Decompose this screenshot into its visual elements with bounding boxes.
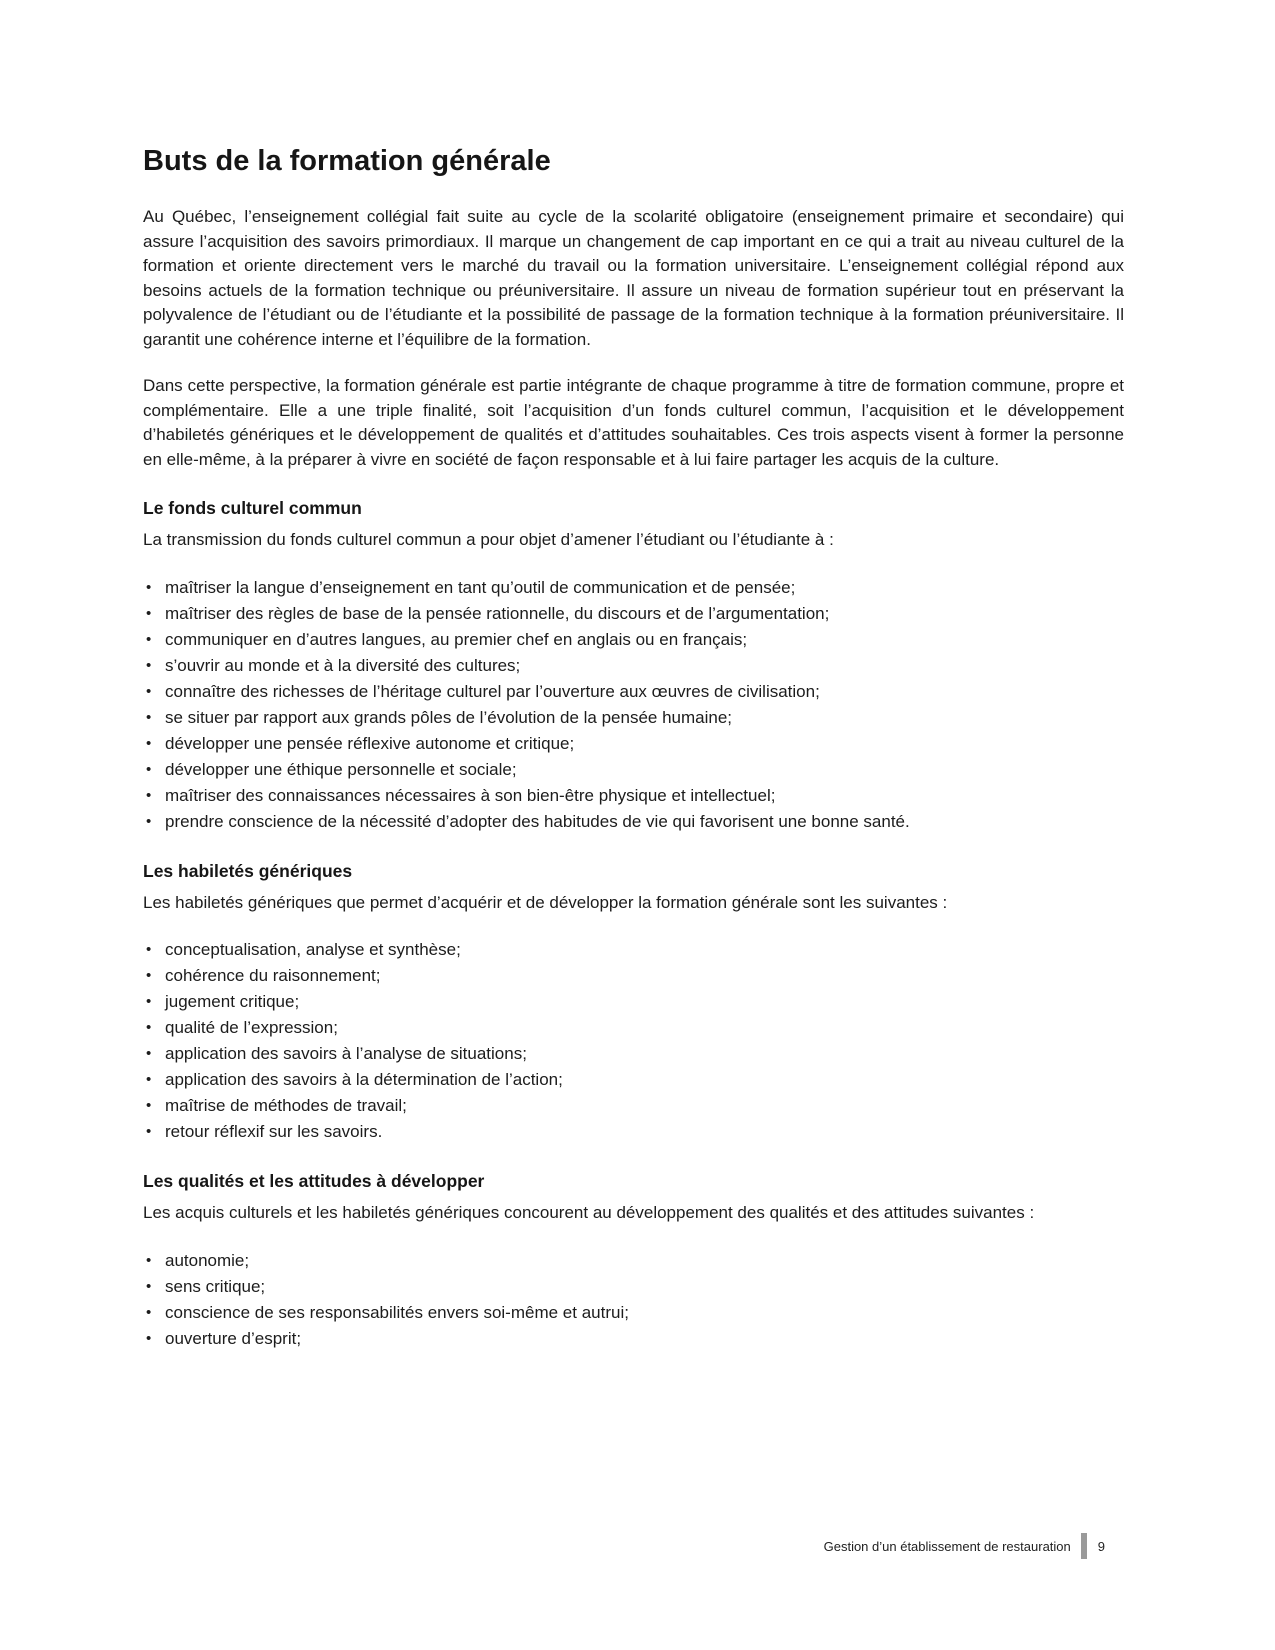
bullet-icon: • bbox=[146, 967, 152, 984]
list-item-text: autonomie; bbox=[165, 1250, 250, 1270]
list-item bbox=[143, 575, 1124, 601]
list-item-text: se situer par rapport aux grands pôles de l’évolution de la pensée humaine; bbox=[165, 707, 733, 727]
bullet-icon: • bbox=[146, 734, 152, 752]
page-number: 9 bbox=[1097, 1538, 1105, 1554]
bullet-icon: • bbox=[146, 630, 152, 648]
bullet-list bbox=[143, 575, 1124, 835]
list-item-text: conscience de ses responsabilités envers soi-même et autrui; bbox=[165, 1302, 629, 1322]
list-item bbox=[143, 809, 1124, 835]
list-item-text: s’ouvrir au monde et à la diversité des cultures; bbox=[165, 655, 521, 675]
list-item-text: cohérence du raisonnement; bbox=[165, 966, 381, 985]
section-fonds-culturel bbox=[143, 498, 1124, 835]
list-item bbox=[143, 783, 1124, 809]
list-item bbox=[143, 653, 1124, 679]
list-item bbox=[143, 989, 1124, 1015]
section-lead: Les habiletés génériques que permet d’acquérir et de développer la formation générale sont les suivantes : bbox=[143, 892, 948, 912]
section-habiletes-generiques bbox=[143, 861, 1124, 1146]
list-item bbox=[143, 601, 1124, 627]
list-item-text: ouverture d’esprit; bbox=[165, 1328, 302, 1348]
list-item-text: qualité de l’expression; bbox=[165, 1018, 338, 1037]
section-qualites-attitudes bbox=[143, 1171, 1124, 1352]
list-item-text: maîtrise de méthodes de travail; bbox=[165, 1096, 407, 1115]
list-item-text: prendre conscience de la nécessité d’adopter des habitudes de vie qui favorisent une bonne santé. bbox=[165, 811, 910, 831]
bullet-icon: • bbox=[146, 1071, 152, 1088]
bullet-list bbox=[143, 1248, 1124, 1352]
list-item-text: application des savoirs à la détermination de l’action; bbox=[165, 1070, 563, 1089]
bullet-icon: • bbox=[146, 1097, 152, 1114]
list-item-text: retour réflexif sur les savoirs. bbox=[165, 1122, 383, 1141]
bullet-icon: • bbox=[146, 578, 152, 596]
bullet-icon: • bbox=[146, 604, 152, 622]
bullet-icon: • bbox=[146, 1303, 152, 1321]
list-item-text: développer une pensée réflexive autonome et critique; bbox=[165, 733, 575, 753]
bullet-icon: • bbox=[146, 1277, 152, 1295]
intro-paragraph-2: Dans cette perspective, la formation générale est partie intégrante de chaque programme à titre de formation commune, propre et complémentaire. Elle a une triple finalité, soit l’acquisition d’un fonds culturel commun, l’acquisition et le développement d’habiletés génériques et le développement de qualités et d’attitudes souhaitables. Ces trois aspects visent à former la personne en elle-même, à la préparer à vivre en société de façon responsable et à lui faire partager les acquis de la culture. bbox=[143, 376, 1124, 469]
list-item bbox=[143, 627, 1124, 653]
bullet-icon: • bbox=[146, 1019, 152, 1036]
footer-doc-title: Gestion d’un établissement de restauration bbox=[823, 1538, 1071, 1554]
list-item bbox=[143, 1326, 1124, 1352]
section-heading: Les qualités et les attitudes à développer bbox=[143, 1171, 485, 1191]
list-item bbox=[143, 705, 1124, 731]
bullet-list bbox=[143, 937, 1124, 1145]
section-lead: Les acquis culturels et les habiletés génériques concourent au développement des qualités et des attitudes suivantes : bbox=[143, 1203, 1035, 1222]
bullet-icon: • bbox=[146, 682, 152, 700]
document-title: Buts de la formation générale bbox=[143, 145, 551, 177]
section-heading: Les habiletés génériques bbox=[143, 860, 353, 881]
list-item bbox=[143, 1300, 1124, 1326]
bullet-icon: • bbox=[146, 708, 152, 726]
list-item bbox=[143, 1119, 1124, 1145]
list-item-text: communiquer en d’autres langues, au premier chef en anglais ou en français; bbox=[165, 629, 748, 649]
page-footer bbox=[143, 1533, 1105, 1559]
section-heading: Le fonds culturel commun bbox=[143, 498, 362, 518]
list-item bbox=[143, 731, 1124, 757]
section-lead: La transmission du fonds culturel commun a pour objet d’amener l’étudiant ou l’étudiante à : bbox=[143, 530, 834, 549]
list-item bbox=[143, 679, 1124, 705]
list-item bbox=[143, 937, 1124, 963]
list-item-text: développer une éthique personnelle et sociale; bbox=[165, 759, 517, 779]
list-item bbox=[143, 1015, 1124, 1041]
bullet-icon: • bbox=[146, 1329, 152, 1347]
page-content bbox=[143, 144, 1124, 1352]
list-item bbox=[143, 1093, 1124, 1119]
bullet-icon: • bbox=[146, 941, 152, 958]
bullet-icon: • bbox=[146, 993, 152, 1010]
list-item-text: connaître des richesses de l’héritage culturel par l’ouverture aux œuvres de civilisation; bbox=[165, 681, 820, 701]
bullet-icon: • bbox=[146, 656, 152, 674]
list-item-text: maîtriser la langue d’enseignement en tant qu’outil de communication et de pensée; bbox=[165, 577, 796, 597]
list-item-text: maîtriser des règles de base de la pensée rationnelle, du discours et de l’argumentation; bbox=[165, 603, 830, 623]
list-item-text: jugement critique; bbox=[165, 992, 300, 1011]
list-item-text: conceptualisation, analyse et synthèse; bbox=[165, 940, 461, 959]
list-item bbox=[143, 963, 1124, 989]
intro-paragraph-1: Au Québec, l’enseignement collégial fait suite au cycle de la scolarité obligatoire (enseignement primaire et secondaire) qui assure l’acquisition des savoirs primordiaux. Il marque un changement de cap important en ce qui a trait au niveau culturel de la formation et oriente directement vers le marché du travail ou la formation universitaire. L’enseignement collégial répond aux besoins actuels de la formation technique ou préuniversitaire. Il assure un niveau de formation supérieur tout en préservant la polyvalence de l’étudiant ou de l’étudiante et la possibilité de passage de la formation technique à la formation préuniversitaire. Il garantit une cohérence interne et l’équilibre de la formation. bbox=[143, 207, 1124, 349]
bullet-icon: • bbox=[146, 1045, 152, 1062]
bullet-icon: • bbox=[146, 760, 152, 778]
list-item bbox=[143, 1274, 1124, 1300]
list-item-text: sens critique; bbox=[165, 1276, 266, 1296]
bullet-icon: • bbox=[146, 812, 152, 830]
list-item-text: maîtriser des connaissances nécessaires à son bien-être physique et intellectuel; bbox=[165, 785, 776, 805]
bullet-icon: • bbox=[146, 1123, 152, 1140]
list-item bbox=[143, 1067, 1124, 1093]
bullet-icon: • bbox=[146, 786, 152, 804]
list-item-text: application des savoirs à l’analyse de situations; bbox=[165, 1044, 527, 1063]
list-item bbox=[143, 1041, 1124, 1067]
list-item bbox=[143, 1248, 1124, 1274]
footer-separator bbox=[1081, 1533, 1087, 1559]
list-item bbox=[143, 757, 1124, 783]
bullet-icon: • bbox=[146, 1251, 152, 1269]
